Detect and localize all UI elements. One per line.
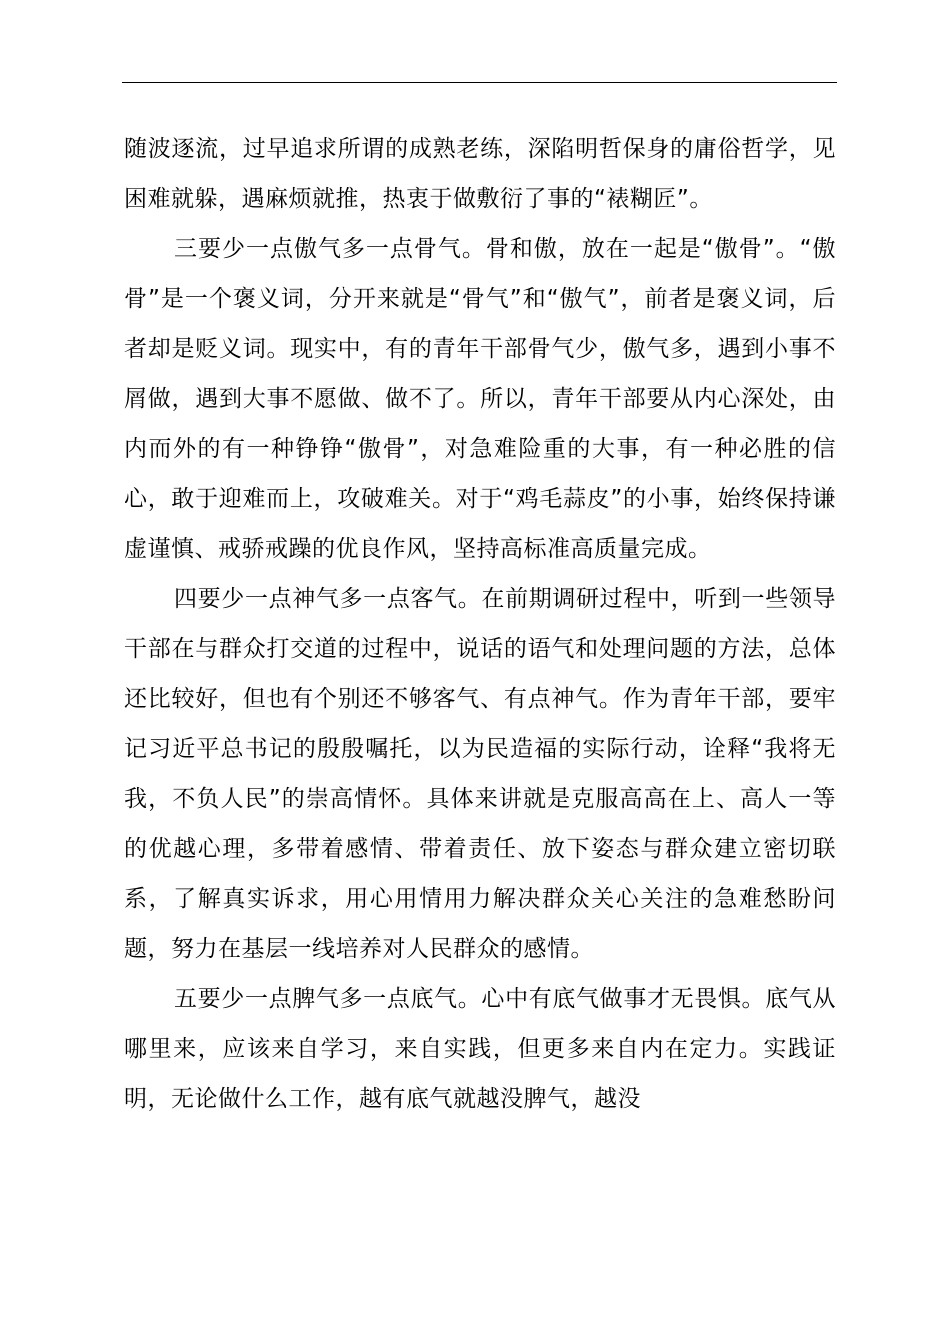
document-body (124, 124, 836, 1124)
paragraph-fourth-point: 四要少一点神气多一点客气。在前期调研过程中，听到一些领导干部在与群众打交道的过程中，说话的语气和处理问题的方法，总体还比较好，但也有个别还不够客气、有点神气。作为青年干部，要牢记习近平总书记的殷殷嘱托，以为民造福的实际行动，诠释“我将无我，不负人民”的崇高情怀。具体来讲就是克服高高在上、高人一等的优越心理，多带着感情、带着责任、放下姿态与群众建立密切联系，了解真实诉求，用心用情用力解决群众关心关注的急难愁盼问题，努力在基层一线培养对人民群众的感情。 (124, 586, 836, 962)
paragraph-third-point: 三要少一点傲气多一点骨气。骨和傲，放在一起是“傲骨”。“傲骨”是一个褒义词，分开来就是“骨气”和“傲气”，前者是褒义词，后者却是贬义词。现实中，有的青年干部骨气少，傲气多，遇到小事不屑做，遇到大事不愿做、做不了。所以，青年干部要从内心深处，由内而外的有一种铮铮“傲骨”，对急难险重的大事，有一种必胜的信心，敢于迎难而上，攻破难关。对于“鸡毛蒜皮”的小事，始终保持谦虚谨慎、戒骄戒躁的优良作风，坚持高标准高质量完成。 (124, 236, 836, 562)
paragraph-continuation: 随波逐流，过早追求所谓的成熟老练，深陷明哲保身的庸俗哲学，见困难就躲，遇麻烦就推，热衷于做敷衍了事的“裱糊匠”。 (124, 136, 836, 212)
header-rule (122, 82, 837, 83)
paragraph-fifth-point: 五要少一点脾气多一点底气。心中有底气做事才无畏惧。底气从哪里来，应该来自学习，来自实践，但更多来自内在定力。实践证明，无论做什么工作，越有底气就越没脾气，越没 (124, 986, 836, 1112)
